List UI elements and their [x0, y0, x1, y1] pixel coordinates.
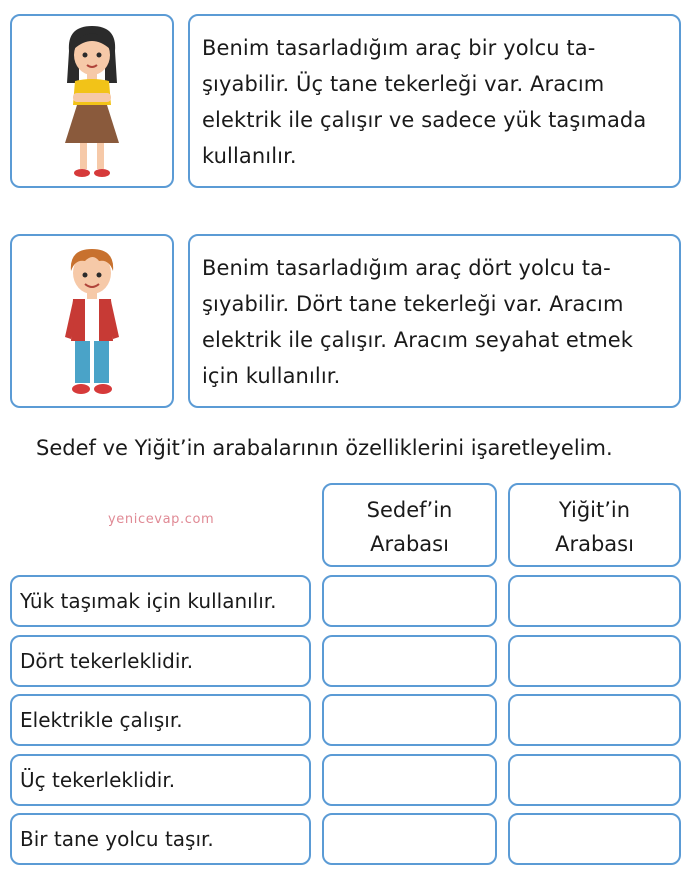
boy-line-1: Benim tasarladığım araç dört yolcu ta-: [202, 256, 611, 280]
row-label-yuk: Yük taşımak için kullanılır.: [10, 575, 311, 627]
checkbox-sedef-dort-teker[interactable]: [322, 635, 497, 687]
column-header-sedef-line2: Arabası: [370, 532, 449, 556]
checkbox-sedef-bir-yolcu[interactable]: [322, 813, 497, 865]
checkbox-yigit-yuk[interactable]: [508, 575, 681, 627]
boy-character-icon: [47, 241, 137, 401]
girl-speech-box: [188, 14, 681, 188]
watermark: yenicevap.com: [108, 512, 215, 527]
boy-line-4: için kullanılır.: [202, 364, 341, 388]
row-label-bir-yolcu: Bir tane yolcu taşır.: [10, 813, 311, 865]
column-header-yigit-line1: Yiğit’in: [558, 498, 631, 522]
boy-line-2: şıyabilir. Dört tane tekerleği var. Aracım: [202, 292, 624, 316]
row-label-dort-teker: Dört tekerleklidir.: [10, 635, 311, 687]
girl-line-2: şıyabilir. Üç tane tekerleği var. Aracım: [202, 72, 605, 96]
boy-illustration: [10, 234, 174, 408]
girl-line-1: Benim tasarladığım araç bir yolcu ta-: [202, 36, 596, 60]
checkbox-sedef-yuk[interactable]: [322, 575, 497, 627]
boy-line-3: elektrik ile çalışır. Aracım seyahat etmek: [202, 328, 634, 352]
checkbox-sedef-elektrik[interactable]: [322, 694, 497, 746]
row-label-elektrik: Elektrikle çalışır.: [10, 694, 311, 746]
column-header-yigit: [508, 483, 681, 567]
girl-line-3: elektrik ile çalışır ve sadece yük taşımada: [202, 108, 647, 132]
column-header-sedef-line1: Sedef’in: [366, 498, 453, 522]
boy-speech-box: [188, 234, 681, 408]
column-header-yigit-line2: Arabası: [555, 532, 634, 556]
checkbox-sedef-uc-teker[interactable]: [322, 754, 497, 806]
checkbox-yigit-dort-teker[interactable]: [508, 635, 681, 687]
girl-character-icon: [47, 21, 137, 181]
checkbox-yigit-elektrik[interactable]: [508, 694, 681, 746]
checkbox-yigit-bir-yolcu[interactable]: [508, 813, 681, 865]
row-label-uc-teker: Üç tekerleklidir.: [10, 754, 311, 806]
instruction-text: Sedef ve Yiğit’in arabalarının özelliklerini işaretleyelim.: [36, 436, 613, 460]
column-header-sedef: [322, 483, 497, 567]
girl-line-4: kullanılır.: [202, 144, 297, 168]
checkbox-yigit-uc-teker[interactable]: [508, 754, 681, 806]
girl-illustration: [10, 14, 174, 188]
